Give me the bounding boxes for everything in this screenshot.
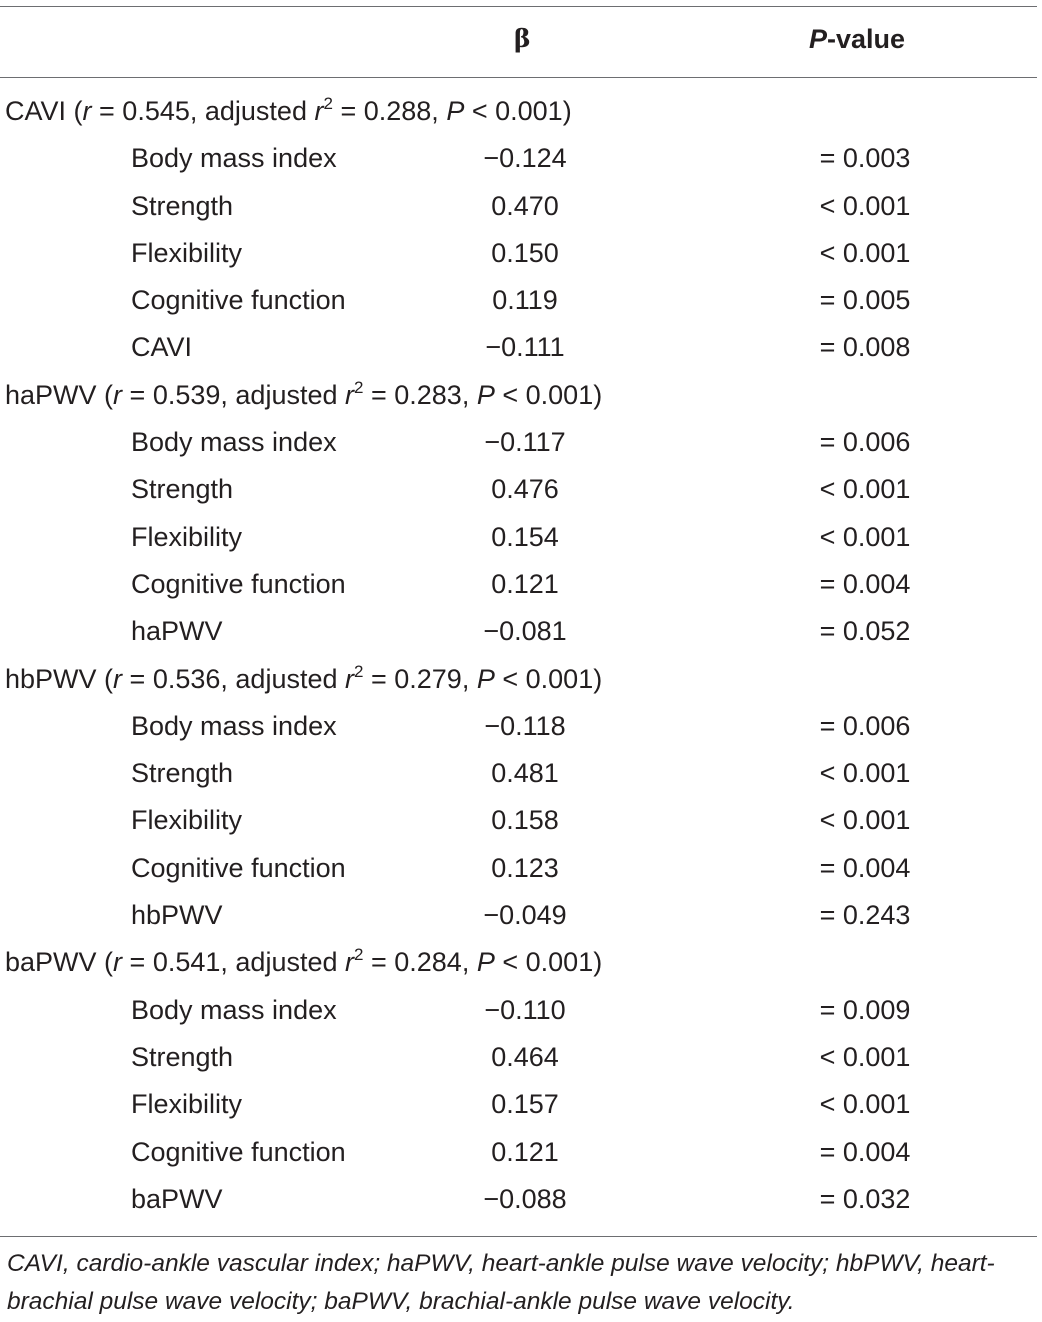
group-r-value: 0.536 [152,663,221,694]
p-value-header-italic: P [809,24,828,54]
variable-cell: CAVI [131,332,193,363]
table-row [0,845,1037,892]
adjusted-label: , adjusted [220,379,345,410]
r-symbol: r [82,96,92,126]
variable-cell: Body mass index [131,994,337,1025]
group-adjusted-r2-value: 0.288 [363,96,432,126]
beta-cell: −0.088 [483,1183,567,1214]
adjusted-label: , adjusted [220,947,345,978]
p-symbol: P [476,663,495,694]
variable-cell: Strength [131,474,234,505]
p-value-cell: = 0.006 [819,710,911,741]
variable-cell: Body mass index [131,710,337,741]
variable-cell: haPWV [131,616,223,647]
variable-cell: Cognitive function [131,285,346,316]
beta-cell: −0.111 [485,332,565,363]
p-value-cell: < 0.001 [819,237,911,268]
beta-cell: 0.481 [491,758,559,789]
table-row [0,514,1037,561]
table-row [0,561,1037,608]
p-value-cell: < 0.001 [819,758,911,789]
beta-cell: 0.158 [491,805,559,836]
group-adjusted-r2-value: 0.284 [394,947,462,978]
group-label: CAVI (r = 0.545, adjusted $r^2 = 0.288$, P < 0.001) [5,94,572,126]
p-value-cell: = 0.009 [819,994,911,1025]
variable-cell: hbPWV [131,900,223,931]
p-value-header-rest: -value [827,24,906,54]
group-header-row [0,372,1037,419]
bottom-rule [0,1236,1037,1237]
variable-cell: Flexibility [131,1089,243,1120]
less-than-sign: < [494,379,526,410]
equals-sign: = [122,663,153,694]
p-value-cell: = 0.243 [819,900,911,931]
table-row [0,135,1037,182]
p-symbol: P [476,379,495,410]
beta-column-header: β [514,24,531,53]
beta-cell: −0.124 [483,143,567,174]
variable-cell: Body mass index [131,143,337,174]
group-adjusted-r2-value: 0.283 [394,379,462,410]
table-row [0,1129,1037,1176]
table-row [0,466,1037,513]
r2-superscript: 2 [354,661,364,681]
variable-cell: Strength [131,758,234,789]
header-rule [0,77,1037,78]
beta-cell: 0.154 [491,521,559,552]
p-value-cell: = 0.005 [819,285,911,316]
table-row [0,183,1037,230]
p-value-cell: = 0.004 [819,1136,911,1167]
r2-superscript: 2 [354,377,364,397]
p-value-cell: = 0.008 [819,332,911,363]
table-row [0,1081,1037,1128]
p-value-cell: < 0.001 [819,190,911,221]
group-p-value: 0.001 [525,663,594,694]
adjusted-label: , adjusted [189,96,315,126]
table-row [0,1176,1037,1223]
beta-cell: 0.121 [491,1136,559,1167]
group-r-value: 0.545 [122,96,190,126]
variable-cell: Cognitive function [131,852,346,883]
p-value-cell: = 0.032 [819,1183,911,1214]
equals-sign: = [363,947,395,978]
equals-sign: = [122,947,153,978]
less-than-sign: < [494,947,526,978]
top-rule [0,6,1037,7]
variable-cell: Flexibility [131,237,243,268]
table-row [0,750,1037,797]
equals-sign: = [363,379,395,410]
less-than-sign: < [464,96,496,126]
variable-cell: Body mass index [131,427,337,458]
variable-cell: Flexibility [131,521,243,552]
equals-sign: = [91,96,123,126]
beta-cell: 0.157 [491,1089,559,1120]
beta-cell: −0.110 [484,994,566,1025]
p-value-cell: = 0.006 [819,427,911,458]
variable-cell: Strength [131,1041,234,1072]
group-name: baPWV [5,947,97,978]
r2-symbol: r [345,947,354,978]
r2-superscript: 2 [323,94,333,113]
beta-cell: 0.470 [491,190,559,221]
group-header-row [0,656,1037,703]
adjusted-label: , adjusted [220,663,345,694]
group-adjusted-r2-value: 0.279 [394,663,462,694]
r2-symbol: r [345,663,354,694]
p-value-cell: = 0.004 [819,568,911,599]
r-symbol: r [113,947,123,978]
equals-sign: = [332,96,364,126]
beta-cell: 0.121 [491,568,559,599]
table-row [0,987,1037,1034]
equals-sign: = [363,663,395,694]
table-row [0,277,1037,324]
equals-sign: = [122,379,153,410]
group-name: haPWV [5,379,97,410]
beta-cell: 0.464 [491,1041,559,1072]
p-value-cell: < 0.001 [819,474,911,505]
table-row [0,703,1037,750]
p-value-cell: < 0.001 [819,1041,911,1072]
beta-cell: −0.117 [484,427,566,458]
group-r-value: 0.539 [152,379,221,410]
table-row [0,324,1037,371]
group-name: hbPWV [5,663,97,694]
group-p-value: 0.001 [525,947,594,978]
group-name: CAVI [5,96,67,126]
group-r-value: 0.541 [152,947,221,978]
r2-symbol: r [345,379,354,410]
beta-cell: 0.476 [491,474,559,505]
beta-cell: −0.081 [483,616,567,647]
variable-cell: Flexibility [131,805,243,836]
p-value-column-header [809,24,905,55]
group-header-row [0,88,1037,135]
table-body [0,88,1037,1223]
p-value-cell: = 0.052 [819,616,911,647]
table-row [0,419,1037,466]
variable-cell: Cognitive function [131,568,346,599]
beta-cell: 0.123 [491,852,559,883]
p-value-cell: = 0.004 [819,852,911,883]
table-row [0,230,1037,277]
group-label: hbPWV (r = 0.536, adjusted $r^2 = 0.279$, P < 0.001) [5,661,603,694]
p-value-cell: < 0.001 [819,521,911,552]
p-value-cell: = 0.003 [819,143,911,174]
p-symbol: P [476,947,495,978]
table-row [0,1034,1037,1081]
variable-cell: baPWV [131,1183,223,1214]
beta-cell: −0.049 [483,900,567,931]
group-label: baPWV (r = 0.541, adjusted $r^2 = 0.284$, P < 0.001) [5,945,603,978]
p-symbol: P [446,96,465,126]
table-footnote: CAVI, cardio-ankle vascular index; haPWV, heart-ankle pulse wave velocity; hbPWV, heart-brachial pulse wave velocity; baPWV, brachial-ankle pulse wave velocity. [7,1250,995,1315]
table-row [0,892,1037,939]
r2-superscript: 2 [354,945,364,965]
less-than-sign: < [494,663,526,694]
beta-cell: −0.118 [484,710,566,741]
beta-cell: 0.119 [492,285,558,316]
table-row [0,608,1037,655]
p-value-cell: < 0.001 [819,805,911,836]
group-p-value: 0.001 [525,379,594,410]
r-symbol: r [113,379,123,410]
variable-cell: Cognitive function [131,1136,346,1167]
r2-symbol: r [314,96,324,126]
group-label: haPWV (r = 0.539, adjusted $r^2 = 0.283$, P < 0.001) [5,377,603,410]
r-symbol: r [113,663,123,694]
group-header-row [0,939,1037,986]
table-row [0,797,1037,844]
beta-cell: 0.150 [491,237,559,268]
table-header [0,24,1037,60]
group-p-value: 0.001 [495,96,563,126]
variable-cell: Strength [131,190,234,221]
p-value-cell: < 0.001 [819,1089,911,1120]
